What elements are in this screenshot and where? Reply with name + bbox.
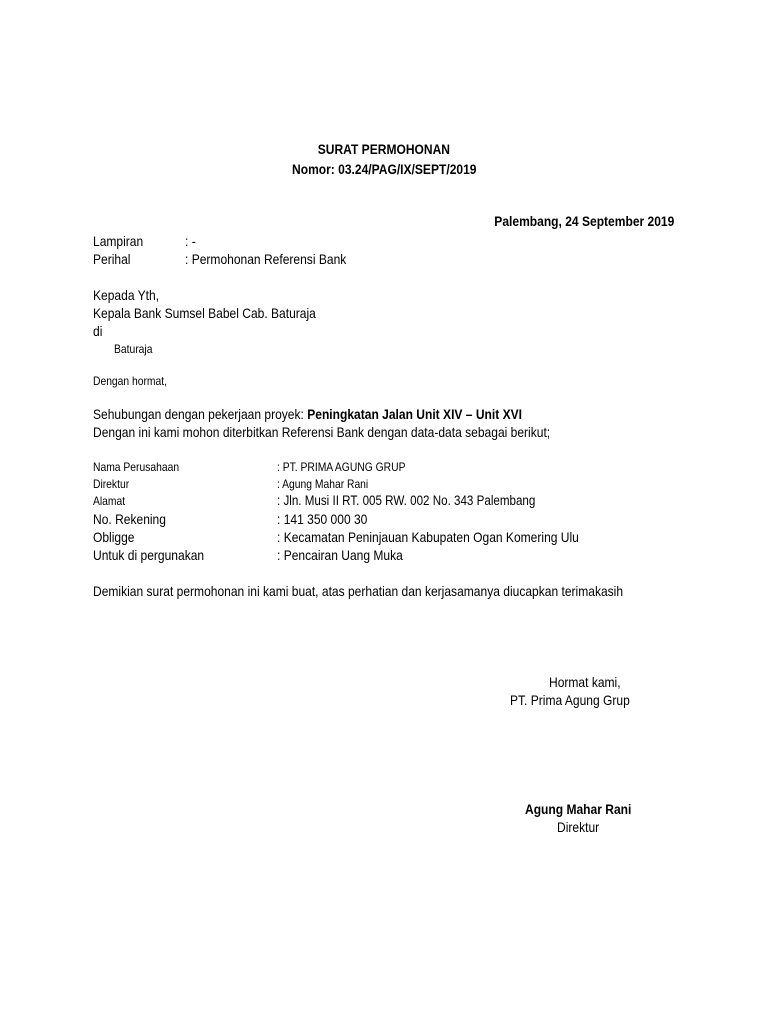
di-line — [93, 323, 104, 339]
city-line — [114, 342, 159, 356]
detail-label-obligge — [93, 529, 141, 545]
detail-label-untuk — [93, 547, 222, 563]
detail-label-text: Nama Perusahaan — [93, 460, 180, 474]
detail-value-text: : PT. PRIMA AGUNG GRUP — [277, 460, 406, 474]
detail-label-text: Obligge — [93, 529, 135, 545]
kepada-line — [93, 287, 170, 303]
perihal-label — [93, 251, 137, 267]
salutation-line — [93, 374, 179, 388]
letter-title-text: SURAT PERMOHONAN — [317, 141, 451, 157]
closing-paragraph — [93, 583, 709, 599]
lampiran-label — [93, 233, 151, 249]
recipient-text: Kepala Bank Sumsel Babel Cab. Baturaja — [93, 305, 316, 321]
kepada-text: Kepada Yth, — [93, 287, 160, 303]
signer-name — [525, 801, 649, 817]
lampiran-value-text: : - — [185, 233, 196, 249]
detail-label-direktur — [93, 477, 135, 491]
place-date — [465, 213, 674, 229]
detail-value-text: : Pencairan Uang Muka — [277, 547, 403, 563]
request-line — [93, 424, 625, 440]
detail-label-text: Untuk di pergunakan — [93, 547, 205, 563]
detail-value-text: : 141 350 000 30 — [277, 511, 368, 527]
detail-label-text: Direktur — [93, 477, 130, 491]
intro-line — [93, 406, 592, 422]
detail-label-no-rekening — [93, 511, 178, 527]
letter-number-text: Nomor: 03.24/PAG/IX/SEPT/2019 — [291, 161, 477, 177]
lampiran-label-text: Lampiran — [93, 233, 144, 249]
recipient-line — [93, 305, 352, 321]
signer-title-text: Direktur — [557, 819, 600, 835]
regards-text: Hormat kami, — [549, 674, 621, 690]
company-text: PT. Prima Agung Grup — [510, 692, 630, 708]
detail-value-obligge — [277, 529, 628, 545]
detail-label-alamat — [93, 494, 130, 508]
detail-label-text: No. Rekening — [93, 511, 166, 527]
signer-name-text: Agung Mahar Rani — [525, 801, 632, 817]
detail-value-no-rekening — [277, 511, 382, 527]
place-date-text: Palembang, 24 September 2019 — [493, 213, 674, 229]
lampiran-value — [185, 233, 197, 249]
company-line — [510, 692, 649, 708]
detail-value-alamat — [277, 493, 577, 508]
detail-value-text: : Jln. Musi II RT. 005 RW. 002 No. 343 Palembang — [277, 493, 536, 508]
detail-value-untuk — [277, 547, 423, 563]
perihal-value — [185, 251, 373, 267]
detail-value-text: : Kecamatan Peninjauan Kabupaten Ogan Komering Ulu — [277, 529, 579, 545]
letter-number — [0, 161, 768, 177]
detail-label-text: Alamat — [93, 494, 126, 508]
perihal-label-text: Perihal — [93, 251, 131, 267]
project-name: Peningkatan Jalan Unit XIV – Unit XVI — [307, 406, 522, 422]
detail-value-text: : Agung Mahar Rani — [277, 477, 369, 491]
salutation-text: Dengan hormat, — [93, 374, 168, 388]
di-text: di — [93, 323, 103, 339]
city-text: Baturaja — [114, 342, 153, 356]
perihal-value-text: : Permohonan Referensi Bank — [185, 251, 347, 267]
detail-label-nama-perusahaan — [93, 460, 193, 474]
signer-title — [557, 819, 606, 835]
detail-value-nama-perusahaan — [277, 460, 426, 474]
intro-text: Sehubungan dengan pekerjaan proyek: — [93, 406, 308, 422]
request-text: Dengan ini kami mohon diterbitkan Referensi Bank dengan data-data sebagai berikut; — [93, 424, 551, 440]
closing-text: Demikian surat permohonan ini kami buat, atas perhatian dan kerjasamanya diucapkan terimakasih — [93, 583, 624, 599]
detail-value-direktur — [277, 477, 383, 491]
regards-line — [549, 674, 632, 690]
letter-title — [0, 141, 768, 157]
